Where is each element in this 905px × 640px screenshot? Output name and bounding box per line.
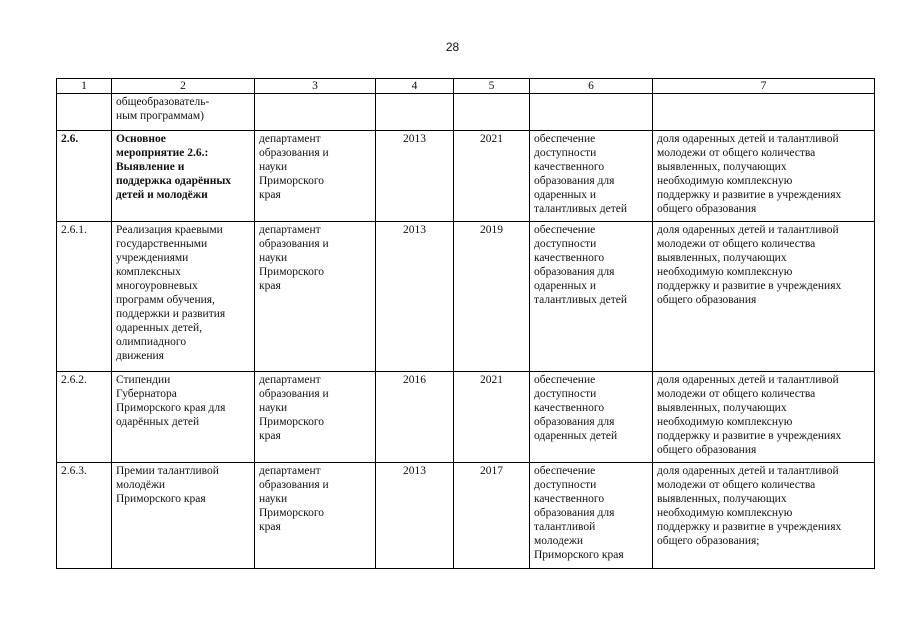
indicator: доля одаренных детей и талантливой молодежи от общего количества выявленных, получающих необходимую комплексную поддержку и развитие в учреждениях общего образования [653,372,875,463]
table-row [57,222,875,372]
end-year: 2021 [454,372,530,463]
end-year: 2019 [454,222,530,372]
row-number: 2.6. [57,131,112,222]
activity-name: Премии талантливой молодёжи Приморского края [112,463,255,569]
start-year: 2013 [376,222,454,372]
activity-name: Стипендии Губернатора Приморского края для одарённых детей [112,372,255,463]
table-row [57,372,875,463]
row-number: 2.6.1. [57,222,112,372]
start-year [376,94,454,131]
page-number: 28 [445,40,460,54]
activity-name: общеобразователь- ным программам) [112,94,255,131]
end-year: 2021 [454,131,530,222]
start-year: 2016 [376,372,454,463]
indicator: доля одаренных детей и талантливой молодежи от общего количества выявленных, получающих необходимую комплексную поддержку и развитие в учреждениях общего образования; [653,463,875,569]
header-cell-2: 2 [112,79,255,94]
table-row [57,131,875,222]
responsible-department: департамент образования и науки Приморского края [255,222,376,372]
expected-result: обеспечение доступности качественного образования для одаренных и талантливых детей [530,222,653,372]
expected-result: обеспечение доступности качественного образования для одаренных детей [530,372,653,463]
activity-name: Реализация краевыми государственными учреждениями комплексных многоуровневых программ обучения, поддержки и развития одаренных детей, олимпиадного движения [112,222,255,372]
responsible-department: департамент образования и науки Приморского края [255,131,376,222]
header-cell-4: 4 [376,79,454,94]
program-table [56,78,875,569]
start-year: 2013 [376,463,454,569]
table-row [57,94,875,131]
header-cell-3: 3 [255,79,376,94]
expected-result: обеспечение доступности качественного образования для талантливой молодежи Приморского края [530,463,653,569]
indicator: доля одаренных детей и талантливой молодежи от общего количества выявленных, получающих необходимую комплексную поддержку и развитие в учреждениях общего образования [653,222,875,372]
indicator: доля одаренных детей и талантливой молодежи от общего количества выявленных, получающих необходимую комплексную поддержку и развитие в учреждениях общего образования [653,131,875,222]
header-cell-7: 7 [653,79,875,94]
header-cell-5: 5 [454,79,530,94]
start-year: 2013 [376,131,454,222]
responsible-department [255,94,376,131]
header-cell-1: 1 [57,79,112,94]
indicator [653,94,875,131]
row-number [57,94,112,131]
header-row [57,79,875,94]
row-number: 2.6.3. [57,463,112,569]
end-year: 2017 [454,463,530,569]
activity-name: Основное мероприятие 2.6.: Выявление и поддержка одарённых детей и молодёжи [112,131,255,222]
header-cell-6: 6 [530,79,653,94]
expected-result: обеспечение доступности качественного образования для одаренных и талантливых детей [530,131,653,222]
expected-result [530,94,653,131]
row-number: 2.6.2. [57,372,112,463]
end-year [454,94,530,131]
responsible-department: департамент образования и науки Приморского края [255,372,376,463]
table-row [57,463,875,569]
responsible-department: департамент образования и науки Приморского края [255,463,376,569]
